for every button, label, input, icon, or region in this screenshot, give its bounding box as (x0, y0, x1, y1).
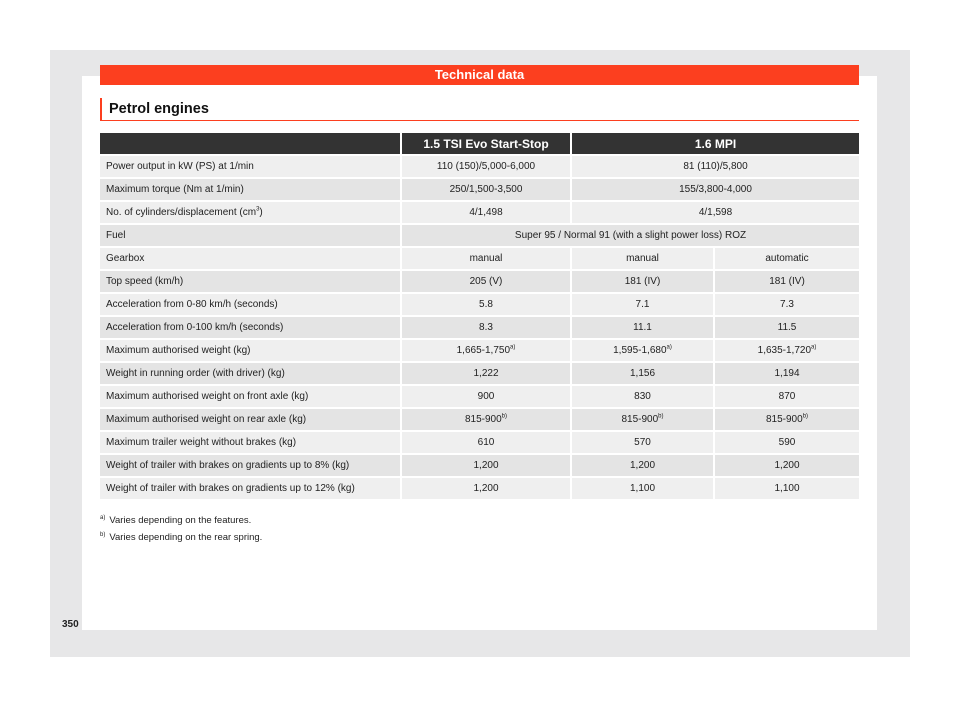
footnote (100, 529, 262, 546)
superscript: 3 (256, 206, 260, 213)
cell-tsi: 110 (150)/5,000-6,000 (402, 154, 572, 177)
footnote-ref: a) (510, 344, 516, 351)
section-title: Petrol engines (100, 98, 209, 120)
cell-mpi-manual: 181 (IV) (572, 269, 715, 292)
row-label: Acceleration from 0-100 km/h (seconds) (100, 315, 402, 338)
row-label: Maximum trailer weight without brakes (kg) (100, 430, 402, 453)
cell-tsi: 250/1,500-3,500 (402, 177, 572, 200)
cell-mpi-manual: 7.1 (572, 292, 715, 315)
row-label: Maximum authorised weight on rear axle (kg) (100, 407, 402, 430)
cell-mpi: 4/1,598 (572, 200, 859, 223)
section-divider (100, 120, 859, 121)
table-row (100, 292, 859, 315)
cell-tsi: 8.3 (402, 315, 572, 338)
cell-mpi-manual: 830 (572, 384, 715, 407)
table-row (100, 407, 859, 430)
column-header-mpi: 1.6 MPI (572, 133, 859, 154)
cell-tsi (402, 338, 572, 361)
cell-mpi-automatic (715, 338, 859, 361)
row-label: Gearbox (100, 246, 402, 269)
footnote-ref: b) (802, 413, 809, 420)
cell-mpi-automatic: 1,200 (715, 453, 859, 476)
cell-value: 1,635-1,720 (757, 345, 812, 356)
cell-mpi: 155/3,800-4,000 (572, 177, 859, 200)
cell-mpi-automatic: 7.3 (715, 292, 859, 315)
cell-value: 1,595-1,680 (613, 345, 667, 356)
cell-mpi-manual: 570 (572, 430, 715, 453)
cell-tsi: 4/1,498 (402, 200, 572, 223)
footnote-text: Varies depending on the features. (109, 515, 252, 526)
row-label: Weight of trailer with brakes on gradients up to 8% (kg) (100, 453, 402, 476)
row-label: Power output in kW (PS) at 1/min (100, 154, 402, 177)
table-row (100, 154, 859, 177)
table-row (100, 200, 859, 223)
footnotes (100, 512, 262, 546)
cell-value: 815-900 (464, 414, 502, 425)
cell-mpi-automatic: 11.5 (715, 315, 859, 338)
cell-tsi: 610 (402, 430, 572, 453)
table-row (100, 453, 859, 476)
table-row (100, 361, 859, 384)
row-label: Top speed (km/h) (100, 269, 402, 292)
cell-tsi: 205 (V) (402, 269, 572, 292)
cell-tsi: 1,222 (402, 361, 572, 384)
row-label: Maximum authorised weight (kg) (100, 338, 402, 361)
chapter-banner: Technical data (100, 65, 859, 85)
footnote-ref: b) (658, 413, 664, 420)
cell-value: 815-900 (621, 414, 659, 425)
cell-mpi-automatic: 181 (IV) (715, 269, 859, 292)
cell-mpi: 81 (110)/5,800 (572, 154, 859, 177)
cell-value: 815-900 (765, 414, 803, 425)
cell-mpi-manual: 1,156 (572, 361, 715, 384)
cell-mpi-automatic: 1,100 (715, 476, 859, 499)
cell-tsi (402, 407, 572, 430)
footnote-ref: a) (811, 344, 817, 351)
table-row (100, 246, 859, 269)
cell-tsi: 5.8 (402, 292, 572, 315)
table-row (100, 223, 859, 246)
cell-value: 1,665-1,750 (456, 345, 511, 356)
table-row (100, 338, 859, 361)
row-label: Maximum torque (Nm at 1/min) (100, 177, 402, 200)
row-label-end: ) (259, 207, 263, 218)
column-header-empty (100, 133, 402, 154)
footnote-text: Varies depending on the rear spring. (109, 532, 263, 543)
footnote-mark: b) (100, 531, 106, 538)
cell-mpi-automatic: 590 (715, 430, 859, 453)
cell-tsi: manual (402, 246, 572, 269)
table-row (100, 177, 859, 200)
row-label: Weight of trailer with brakes on gradients up to 12% (kg) (100, 476, 402, 499)
row-label: Acceleration from 0-80 km/h (seconds) (100, 292, 402, 315)
table-row (100, 269, 859, 292)
page-number: 350 (62, 619, 79, 630)
cell-mpi-automatic: 1,194 (715, 361, 859, 384)
table-row (100, 315, 859, 338)
table-row (100, 430, 859, 453)
cell-tsi: 1,200 (402, 476, 572, 499)
row-label-text: No. of cylinders/displacement (cm (106, 207, 257, 218)
table-header-row (100, 133, 859, 154)
technical-data-table (100, 133, 859, 499)
cell-mpi-manual: 11.1 (572, 315, 715, 338)
cell-mpi-manual: 1,100 (572, 476, 715, 499)
footnote (100, 512, 262, 529)
cell-mpi-automatic (715, 407, 859, 430)
cell-mpi-manual: manual (572, 246, 715, 269)
table-row (100, 476, 859, 499)
row-label: Weight in running order (with driver) (kg) (100, 361, 402, 384)
cell-fuel: Super 95 / Normal 91 (with a slight power loss) ROZ (402, 223, 859, 246)
cell-mpi-automatic: automatic (715, 246, 859, 269)
cell-mpi-manual: 1,200 (572, 453, 715, 476)
cell-tsi: 900 (402, 384, 572, 407)
footnote-mark: a) (100, 514, 106, 521)
cell-mpi-automatic: 870 (715, 384, 859, 407)
row-label: Maximum authorised weight on front axle (kg) (100, 384, 402, 407)
row-label: Fuel (100, 223, 402, 246)
cell-mpi-manual (572, 407, 715, 430)
footnote-ref: a) (666, 344, 672, 351)
cell-mpi-manual (572, 338, 715, 361)
row-label (100, 200, 402, 223)
cell-tsi: 1,200 (402, 453, 572, 476)
column-header-tsi: 1.5 TSI Evo Start-Stop (402, 133, 572, 154)
footnote-ref: b) (501, 413, 508, 420)
table-row (100, 384, 859, 407)
